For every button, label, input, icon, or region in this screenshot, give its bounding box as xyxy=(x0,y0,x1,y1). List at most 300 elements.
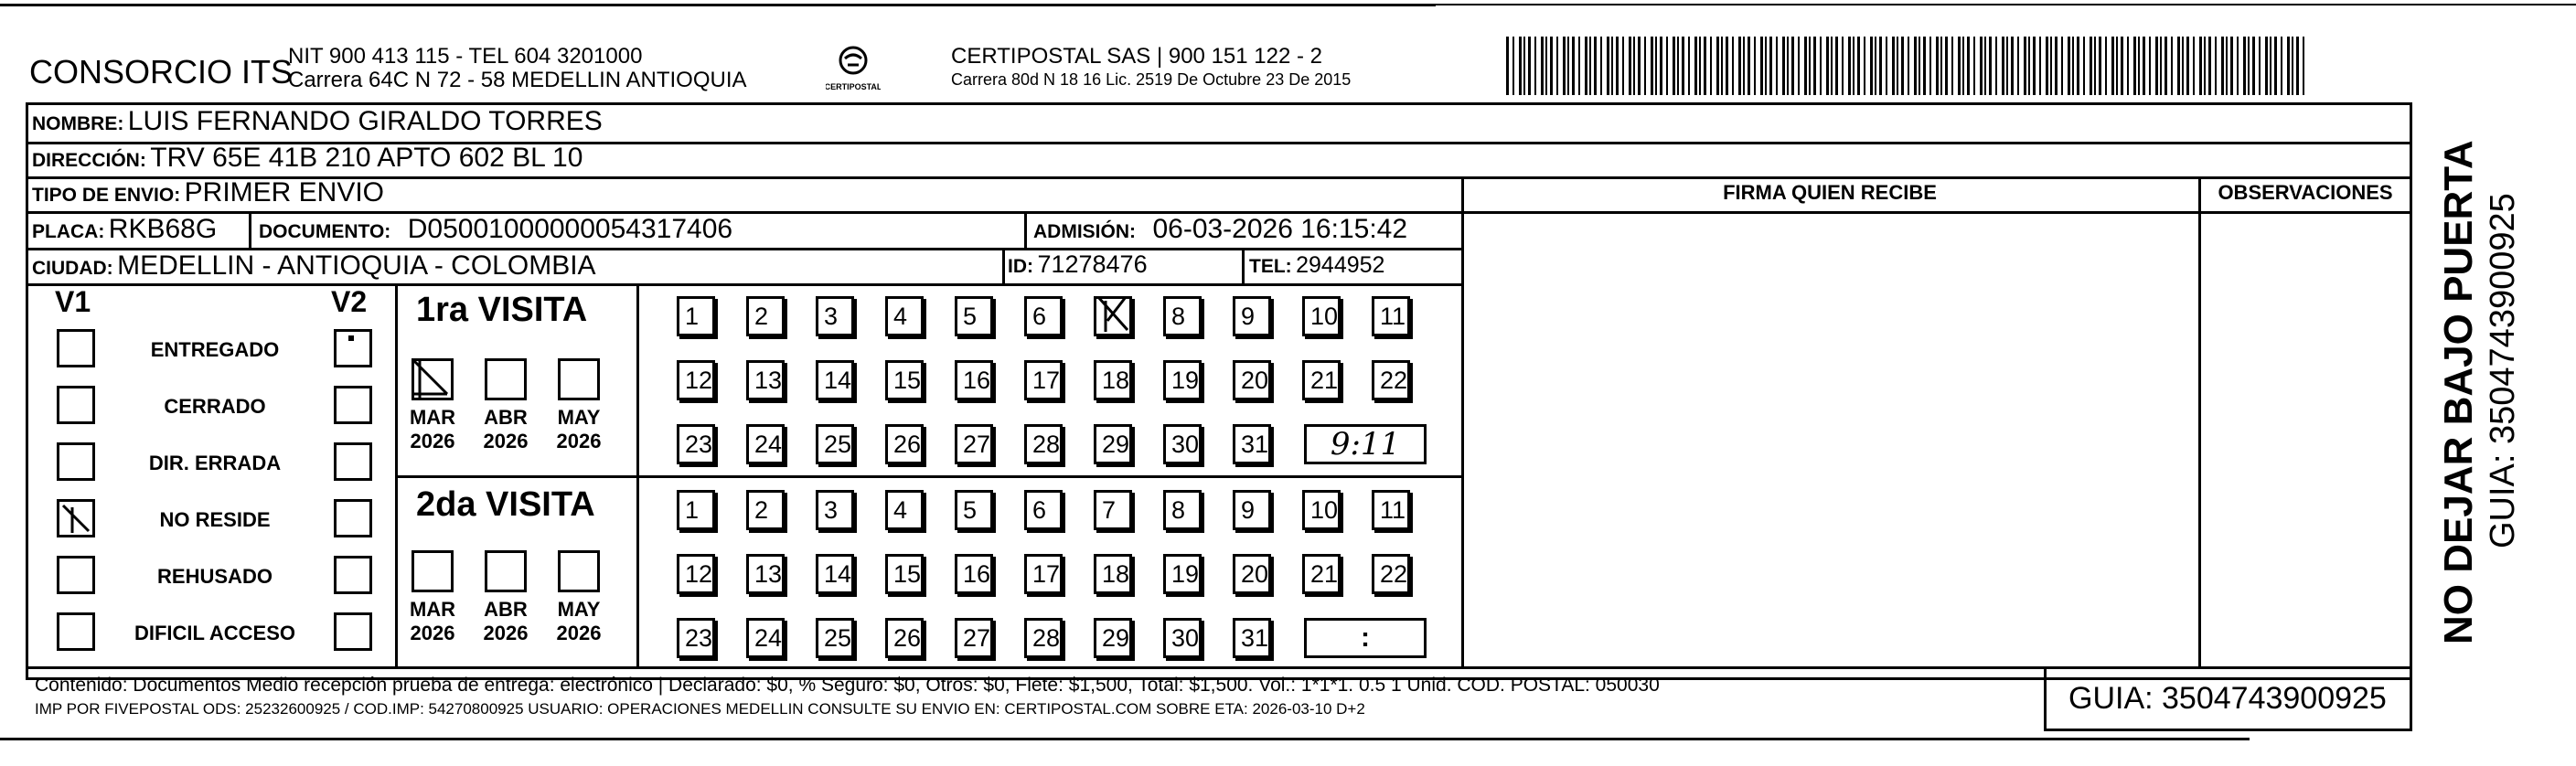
barcode-bar xyxy=(1519,37,1522,95)
admision-divider xyxy=(1024,211,1027,248)
barcode-bar xyxy=(1984,37,1986,95)
barcode-bar xyxy=(2024,37,2026,95)
barcode-bar xyxy=(1936,37,1939,95)
day-box[interactable] xyxy=(885,360,924,400)
direccion-label: DIRECCIÓN: xyxy=(32,150,146,171)
day-number: 27 xyxy=(963,431,991,458)
nombre-row xyxy=(32,106,603,137)
signature-header: FIRMA QUIEN RECIBE xyxy=(1723,181,1937,204)
id-label: ID: xyxy=(1008,256,1033,277)
day-number: 16 xyxy=(963,560,991,588)
day-number: 26 xyxy=(893,431,922,458)
v2-checkbox[interactable] xyxy=(334,386,372,424)
day-box[interactable] xyxy=(1024,424,1063,464)
barcode-bar xyxy=(2083,37,2085,95)
v1-checkbox[interactable] xyxy=(57,442,95,481)
day-number: 17 xyxy=(1032,367,1061,394)
day-box[interactable] xyxy=(955,490,993,530)
barcode-bar xyxy=(2248,37,2250,95)
footer-guia-divider xyxy=(2044,666,2047,730)
barcode-bar xyxy=(2061,37,2063,95)
month-checkbox[interactable] xyxy=(558,358,600,400)
day-number: 13 xyxy=(754,560,783,588)
barcode-bar xyxy=(2143,37,2145,95)
barcode-bar xyxy=(2133,37,2136,95)
day-box[interactable] xyxy=(746,296,785,336)
day-number: 14 xyxy=(824,560,852,588)
day-box[interactable] xyxy=(816,490,854,530)
barcode-bar xyxy=(2243,37,2246,95)
barcode-bar xyxy=(2208,37,2211,95)
barcode-bar xyxy=(2002,37,2004,95)
placa-value: RKB68G xyxy=(108,214,218,244)
barcode-bar xyxy=(1721,37,1723,95)
barcode-bar xyxy=(1798,37,1800,95)
day-box[interactable] xyxy=(1233,554,1271,594)
time-box[interactable] xyxy=(1304,424,1427,464)
day-box[interactable] xyxy=(1163,554,1202,594)
day-number: 7 xyxy=(1102,496,1117,524)
barcode-bar xyxy=(2127,37,2129,95)
barcode-bar xyxy=(1962,37,1964,95)
day-box[interactable] xyxy=(1233,618,1271,658)
day-box[interactable] xyxy=(1024,490,1063,530)
barcode-bar xyxy=(1738,37,1741,95)
barcode-bar xyxy=(1716,37,1719,95)
barcode-bar xyxy=(1550,37,1553,95)
barcode-bar xyxy=(1655,37,1657,95)
tel-divider xyxy=(1242,248,1245,283)
day-number: 29 xyxy=(1102,624,1130,652)
visit-divider xyxy=(395,475,1461,478)
day-box[interactable] xyxy=(677,554,715,594)
day-number: 17 xyxy=(1032,560,1061,588)
carrier-address-line: Carrera 80d N 18 16 Lic. 2519 De Octubre 23 De 2015 xyxy=(951,70,1352,89)
day-box[interactable] xyxy=(677,618,715,658)
v1-checkbox[interactable] xyxy=(57,329,95,367)
barcode-bar xyxy=(1813,37,1816,95)
day-box[interactable] xyxy=(885,490,924,530)
handwritten-time: 9:11 xyxy=(1330,426,1401,463)
barcode-bar xyxy=(1699,37,1701,95)
day-box[interactable] xyxy=(1302,360,1341,400)
day-box[interactable] xyxy=(1024,554,1063,594)
day-number: 9 xyxy=(1241,496,1256,524)
day-number: 10 xyxy=(1310,303,1339,330)
day-box[interactable] xyxy=(1094,490,1132,530)
tel-field xyxy=(1249,252,1384,279)
day-box[interactable] xyxy=(955,296,993,336)
barcode-bar xyxy=(2116,37,2118,95)
day-number: 13 xyxy=(754,367,783,394)
time-box[interactable] xyxy=(1304,618,1427,658)
day-number: 4 xyxy=(893,303,908,330)
tipo-envio-label: TIPO DE ENVIO: xyxy=(32,185,181,206)
barcode-bar xyxy=(1826,37,1829,95)
barcode-bar xyxy=(1688,37,1690,95)
admision-label: ADMISIÓN: xyxy=(1033,221,1136,242)
barcode-bar xyxy=(1611,37,1613,95)
barcode-bar xyxy=(1901,37,1904,95)
barcode-bar xyxy=(1853,37,1855,95)
day-number: 21 xyxy=(1310,367,1339,394)
v2-checkbox[interactable] xyxy=(334,442,372,481)
v2-checkbox[interactable] xyxy=(334,499,372,537)
day-box[interactable] xyxy=(816,360,854,400)
barcode-bar xyxy=(1528,37,1531,95)
day-box[interactable] xyxy=(885,424,924,464)
day-box[interactable] xyxy=(1163,296,1202,336)
year-label: 2026 xyxy=(556,430,602,452)
time-placeholder: : xyxy=(1361,622,1370,653)
year-label: 2026 xyxy=(556,622,602,644)
status-label: NO RESIDE xyxy=(159,508,271,531)
day-box[interactable] xyxy=(1094,554,1132,594)
day-box[interactable] xyxy=(1163,490,1202,530)
footer-print-info: IMP POR FIVEPOSTAL ODS: 25232600925 / COD.IMP: 54270800925 USUARIO: OPERACIONES MEDELLIN CONSULTE SU ENVIO EN: CERTIPOSTAL.COM SOBRE ETA: 2026-03-10 D+2 xyxy=(35,700,1365,718)
barcode-bar xyxy=(2017,37,2019,95)
footer-guia-right xyxy=(2410,666,2412,731)
direccion-row xyxy=(32,143,583,174)
v1-checkbox[interactable] xyxy=(57,386,95,424)
day-number: 25 xyxy=(824,624,852,652)
barcode-bar xyxy=(1607,37,1609,95)
barcode-bar xyxy=(1940,37,1942,95)
v2-label: V2 xyxy=(331,285,368,318)
bottom-rule xyxy=(0,738,2250,740)
barcode-bar xyxy=(2296,37,2299,95)
barcode-bar xyxy=(1644,37,1646,95)
v2-checkbox[interactable] xyxy=(334,556,372,594)
barcode-bar xyxy=(1512,37,1514,95)
barcode-bar xyxy=(1682,37,1684,95)
barcode-bar xyxy=(2011,37,2014,95)
company-nit-line: NIT 900 413 115 - TEL 604 3201000 xyxy=(288,44,643,69)
day-box[interactable] xyxy=(746,554,785,594)
barcode-bar xyxy=(2177,37,2180,95)
day-box[interactable] xyxy=(1233,296,1271,336)
barcode-bar xyxy=(2068,37,2070,95)
nombre-value: LUIS FERNANDO GIRALDO TORRES xyxy=(127,106,603,136)
nombre-label: NOMBRE: xyxy=(32,113,124,134)
days-column-divider xyxy=(636,283,639,666)
day-box[interactable] xyxy=(677,360,715,400)
barcode-bar xyxy=(2204,37,2206,95)
month-checkbox[interactable] xyxy=(412,358,454,400)
day-number: 22 xyxy=(1380,560,1408,588)
day-box[interactable] xyxy=(677,296,715,336)
barcode-bar xyxy=(2033,37,2036,95)
barcode-bar xyxy=(1754,37,1756,95)
barcode-bar xyxy=(1760,37,1763,95)
barcode-bar xyxy=(1563,37,1566,95)
barcode-bar xyxy=(1765,37,1767,95)
day-number: 11 xyxy=(1380,496,1406,524)
day-box[interactable] xyxy=(816,424,854,464)
day-box[interactable] xyxy=(1372,490,1410,530)
day-box[interactable] xyxy=(1233,490,1271,530)
day-box[interactable] xyxy=(1302,490,1341,530)
barcode-bar xyxy=(1638,37,1641,95)
barcode-bar xyxy=(1704,37,1706,95)
barcode-bar xyxy=(1842,37,1844,95)
tipo-envio-row xyxy=(32,177,384,208)
barcode-bar xyxy=(1892,37,1895,95)
barcode-bar xyxy=(1541,37,1544,95)
barcode-bar xyxy=(1726,37,1728,95)
day-number: 5 xyxy=(963,303,978,330)
barcode-bar xyxy=(1556,37,1558,95)
barcode-bar xyxy=(2155,37,2158,95)
tipo-envio-value: PRIMER ENVIO xyxy=(184,177,385,207)
v1-checkbox[interactable] xyxy=(57,612,95,651)
signature-area[interactable] xyxy=(1464,214,2198,666)
carrier-line: CERTIPOSTAL SAS | 900 151 122 - 2 xyxy=(951,44,1322,69)
barcode-bar xyxy=(2265,37,2268,95)
second-visit-title: 2da VISITA xyxy=(416,485,595,524)
month-label: ABR xyxy=(484,406,528,429)
day-box[interactable] xyxy=(885,554,924,594)
year-label: 2026 xyxy=(410,622,455,644)
barcode-bar xyxy=(1980,37,1983,95)
day-number: 6 xyxy=(1032,303,1047,330)
day-box[interactable] xyxy=(1094,424,1132,464)
day-number: 31 xyxy=(1241,431,1269,458)
barcode-bar xyxy=(1864,37,1865,95)
barcode-bar xyxy=(1919,37,1920,95)
barcode-bar xyxy=(1578,37,1580,95)
barcode-bar xyxy=(2274,37,2277,95)
barcode-bar xyxy=(2226,37,2228,95)
observations-area[interactable] xyxy=(2201,214,2410,666)
barcode-bar xyxy=(2199,37,2202,95)
day-box[interactable] xyxy=(1094,618,1132,658)
status-label: DIR. ERRADA xyxy=(148,452,282,474)
barcode-bar xyxy=(1748,37,1750,95)
barcode xyxy=(1504,37,2309,95)
day-box[interactable] xyxy=(885,618,924,658)
month-checkbox[interactable] xyxy=(485,550,527,592)
barcode-bar xyxy=(1897,37,1898,95)
barcode-bar xyxy=(1572,37,1575,95)
footer-contents: Contenido: Documentos Medio recepción prueba de entrega: electrónico | Declarado: $0, % Seguro: $0, Otros: $0, Flete: $1,500, Total: $1,500. Vol.: 1*1*1. 0.5 1 Unid. COD. POSTAL: 050030 xyxy=(35,675,1660,696)
day-box[interactable] xyxy=(885,296,924,336)
day-box[interactable] xyxy=(1302,296,1341,336)
year-label: 2026 xyxy=(483,430,529,452)
day-box[interactable] xyxy=(1302,554,1341,594)
day-box[interactable] xyxy=(955,360,993,400)
footer-guia-underline xyxy=(2044,729,2412,731)
day-number: 18 xyxy=(1102,560,1130,588)
day-box[interactable] xyxy=(816,554,854,594)
barcode-bar xyxy=(1809,37,1811,95)
day-box[interactable] xyxy=(677,490,715,530)
barcode-bar xyxy=(1622,37,1624,95)
day-number: 21 xyxy=(1310,560,1339,588)
day-number: 24 xyxy=(754,431,783,458)
v1-checkbox[interactable] xyxy=(57,499,95,537)
barcode-bar xyxy=(1857,37,1860,95)
day-box[interactable] xyxy=(677,424,715,464)
barcode-bar xyxy=(1820,37,1822,95)
tel-value: 2944952 xyxy=(1296,252,1385,278)
year-label: 2026 xyxy=(410,430,455,452)
barcode-bar xyxy=(1651,37,1653,95)
barcode-bar xyxy=(1776,37,1778,95)
day-box[interactable] xyxy=(746,360,785,400)
day-number: 19 xyxy=(1171,560,1200,588)
observations-header: OBSERVACIONES xyxy=(2218,181,2393,204)
day-number: 3 xyxy=(824,496,839,524)
barcode-bar xyxy=(1710,37,1712,95)
day-box[interactable] xyxy=(1372,360,1410,400)
barcode-bar xyxy=(1908,37,1909,95)
day-box[interactable] xyxy=(1094,360,1132,400)
barcode-bar xyxy=(1585,37,1587,95)
day-number: 15 xyxy=(893,367,922,394)
placa-divider xyxy=(249,211,251,248)
v2-checkbox[interactable] xyxy=(334,612,372,651)
barcode-bar xyxy=(1677,37,1679,95)
barcode-bar xyxy=(1616,37,1619,95)
admision-field xyxy=(1033,214,1407,245)
day-box[interactable] xyxy=(955,554,993,594)
day-number: 28 xyxy=(1032,624,1061,652)
day-box[interactable] xyxy=(746,424,785,464)
barcode-bar xyxy=(1875,37,1876,95)
v1-checkbox[interactable] xyxy=(57,556,95,594)
day-number: 15 xyxy=(893,560,922,588)
day-number: 22 xyxy=(1380,367,1408,394)
day-box[interactable] xyxy=(1372,296,1410,336)
day-box[interactable] xyxy=(746,618,785,658)
day-box-marked[interactable] xyxy=(1094,296,1132,336)
company-name: CONSORCIO ITS xyxy=(29,53,294,90)
barcode-bar xyxy=(1879,37,1882,95)
day-box[interactable] xyxy=(816,618,854,658)
barcode-bar xyxy=(1973,37,1975,95)
ciudad-label: CIUDAD: xyxy=(32,258,113,279)
day-number: 19 xyxy=(1171,367,1200,394)
side-label xyxy=(2419,105,2528,654)
certipostal-logo xyxy=(826,40,881,95)
v2-checkbox[interactable] xyxy=(334,329,372,367)
day-box[interactable] xyxy=(746,490,785,530)
barcode-bar xyxy=(1914,37,1917,95)
barcode-bar xyxy=(2121,37,2123,95)
placa-label: PLACA: xyxy=(32,221,105,242)
barcode-bar xyxy=(1534,37,1536,95)
day-box[interactable] xyxy=(1024,296,1063,336)
form-right-border xyxy=(2410,102,2412,680)
barcode-bar xyxy=(1782,37,1785,95)
barcode-bar xyxy=(2230,37,2233,95)
day-box[interactable] xyxy=(1233,424,1271,464)
day-number: 31 xyxy=(1241,624,1269,652)
day-box[interactable] xyxy=(1233,360,1271,400)
day-box[interactable] xyxy=(1163,618,1202,658)
day-box[interactable] xyxy=(1024,618,1063,658)
status-label: DIFICIL ACCESO xyxy=(134,622,295,644)
barcode-bar xyxy=(1673,37,1675,95)
month-label: MAR xyxy=(409,598,456,621)
month-checkbox[interactable] xyxy=(485,358,527,400)
barcode-bar xyxy=(2077,37,2079,95)
barcode-bar xyxy=(2028,37,2030,95)
day-box[interactable] xyxy=(1372,554,1410,594)
ciudad-value: MEDELLIN - ANTIOQUIA - COLOMBIA xyxy=(117,250,596,281)
barcode-bar xyxy=(1629,37,1631,95)
barcode-bar xyxy=(1666,37,1668,95)
day-number: 8 xyxy=(1171,496,1186,524)
barcode-bar xyxy=(1633,37,1635,95)
barcode-bar xyxy=(2281,37,2282,95)
barcode-bar xyxy=(2287,37,2290,95)
day-number: 12 xyxy=(685,367,713,394)
form-left-border xyxy=(26,102,28,680)
documento-field xyxy=(259,214,732,245)
day-number: 29 xyxy=(1102,431,1130,458)
day-number: 23 xyxy=(685,431,713,458)
month-label: ABR xyxy=(484,598,528,621)
barcode-bar xyxy=(1995,37,1997,95)
day-number: 11 xyxy=(1380,303,1406,330)
day-box[interactable] xyxy=(955,424,993,464)
side-guia: GUIA: 3504743900925 xyxy=(2484,193,2522,548)
day-box[interactable] xyxy=(816,296,854,336)
day-number: 18 xyxy=(1102,367,1130,394)
barcode-bar xyxy=(1791,37,1794,95)
day-box[interactable] xyxy=(1163,424,1202,464)
day-number: 27 xyxy=(963,624,991,652)
month-checkbox[interactable] xyxy=(412,550,454,592)
barcode-bar xyxy=(1923,37,1926,95)
barcode-bar xyxy=(1787,37,1789,95)
form-top-border xyxy=(26,102,2412,105)
month-label: MAY xyxy=(557,598,601,621)
day-number: 12 xyxy=(685,560,713,588)
day-box[interactable] xyxy=(1163,360,1202,400)
day-number: 20 xyxy=(1241,367,1269,394)
status-label: CERRADO xyxy=(164,395,266,418)
barcode-bar xyxy=(1835,37,1838,95)
side-warning: NO DEJAR BAJO PUERTA xyxy=(2436,140,2481,644)
barcode-bar xyxy=(1848,37,1851,95)
barcode-bar xyxy=(1694,37,1697,95)
barcode-bar xyxy=(2149,37,2151,95)
day-number: 3 xyxy=(824,303,839,330)
barcode-bar xyxy=(1958,37,1961,95)
barcode-bar xyxy=(1594,37,1597,95)
barcode-bar xyxy=(2090,37,2092,95)
barcode-bar xyxy=(2006,37,2008,95)
year-label: 2026 xyxy=(483,622,529,644)
barcode-bar xyxy=(2050,37,2052,95)
footer-divider xyxy=(26,666,2412,669)
day-box[interactable] xyxy=(1024,360,1063,400)
barcode-bar xyxy=(1523,37,1525,95)
barcode-bar xyxy=(2186,37,2189,95)
day-box[interactable] xyxy=(955,618,993,658)
row-divider xyxy=(26,283,1461,286)
barcode-bar xyxy=(2046,37,2048,95)
v1-label: V1 xyxy=(55,285,91,318)
day-number: 6 xyxy=(1032,496,1047,524)
barcode-bar xyxy=(2111,37,2114,95)
barcode-bar xyxy=(1567,37,1569,95)
day-number: 9 xyxy=(1241,303,1256,330)
month-checkbox[interactable] xyxy=(558,550,600,592)
